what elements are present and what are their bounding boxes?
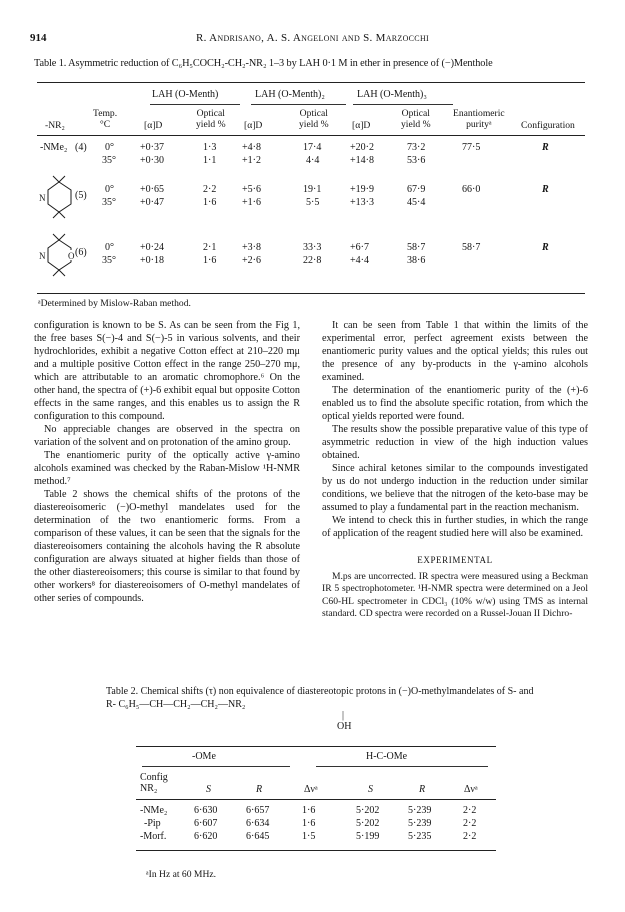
table1-row5-yield1-a: 2·2 bbox=[203, 184, 217, 195]
table1-col-yield2: Optical yield % bbox=[299, 108, 329, 130]
table1-group-underline-2 bbox=[251, 104, 346, 105]
left-paragraph-1: configuration is known to be S. As can be seen from the Fig 1, the free bases S(−)-4 and S(−)-5 in various solvents, and their hydrochlorides, exhibit a negative Cotton effect at 210–220 mμ and a multiple positive Cotton effect in the range 250–270 mμ, which are attributable to an aromatic chromophore.⁶ On the other hand, the spectra of (+)-6 exhibit equal but opposite Cotton effects in the same ranges, and this enables us to assign the R configuration to this compound. bbox=[34, 320, 300, 422]
table1-row6-yield2-a: 33·3 bbox=[303, 242, 322, 253]
formula-bond: | bbox=[342, 710, 345, 721]
body-left-column bbox=[34, 319, 300, 605]
table1 bbox=[37, 84, 585, 304]
table1-row5-rot3-b: +13·3 bbox=[350, 197, 374, 208]
table2-config-label: Config NR₂ bbox=[140, 772, 168, 794]
table1-row4-temp-35: 35° bbox=[102, 155, 116, 166]
table2-group-ome: -OMe bbox=[192, 751, 216, 762]
table2-top-rule bbox=[136, 746, 496, 747]
left-paragraph-4: Table 2 shows the chemical shifts of the protons of the diastereoisomeric (−)O-methyl mandelates used for the determination of the two enantiomeric forms. From a comparison of these values, it can be seen that the signals for the diastereoisomers containing the alcohols having the R absolute configuration are always situated at higher fields than those of the other diastereoisomers; this course is similar to that found by other workers⁸ for diastereoisomers of O-methyl mandelates of other series of compounds. bbox=[34, 489, 300, 604]
table2-bottom-rule bbox=[136, 850, 496, 851]
right-paragraph-3: The results show the possible preparative value of this type of asymmetric reduction in view of the high induction values obtained. bbox=[322, 424, 588, 461]
table1-row4-label: -NMe₂ bbox=[40, 142, 68, 153]
running-header bbox=[30, 32, 595, 48]
table1-row4-yield2-a: 17·4 bbox=[303, 142, 322, 153]
table1-row6-rot3-a: +6·7 bbox=[350, 242, 369, 253]
table2-row-morf-s2: 5·199 bbox=[356, 831, 380, 842]
table1-row6-rot3-b: +4·4 bbox=[350, 255, 369, 266]
table1-row6-temp-35: 35° bbox=[102, 255, 116, 266]
table1-row4-rot1-b: +0·30 bbox=[140, 155, 164, 166]
table1-row4-yield1-a: 1·3 bbox=[203, 142, 217, 153]
table2-group-underline-1 bbox=[142, 766, 290, 767]
table2-group-underline-2 bbox=[316, 766, 488, 767]
table1-row6-yield3-a: 58·7 bbox=[407, 242, 426, 253]
right-paragraph-1: It can be seen from Table 1 that within the limits of the experimental error, perfect agreement exists between the enantiomeric purity values and the optical yields; this rules out the presence of any by-products in the γ-amino alcohols examined. bbox=[322, 320, 588, 383]
table1-col-purity: Enantiomeric purityᵃ bbox=[453, 108, 505, 130]
table2-row-pip-dv1: 1·6 bbox=[302, 818, 316, 829]
table1-row5-yield1-b: 1·6 bbox=[203, 197, 217, 208]
table2-group-hcome: H-C-OMe bbox=[366, 751, 408, 762]
table2-row-morf-dv1: 1·5 bbox=[302, 831, 316, 842]
table1-row4-yield2-b: 4·4 bbox=[306, 155, 320, 166]
table2-col-r2: R bbox=[419, 784, 426, 795]
morpholine-structure-icon bbox=[39, 232, 77, 278]
table1-row6-rot2-b: +2·6 bbox=[242, 255, 261, 266]
table2-row-pip-r2: 5·239 bbox=[408, 818, 432, 829]
table1-row6-rot1-a: +0·24 bbox=[140, 242, 164, 253]
table1-row5-rot1-b: +0·47 bbox=[140, 197, 164, 208]
table1-row4-purity: 77·5 bbox=[462, 142, 481, 153]
table1-row4-yield3-b: 53·6 bbox=[407, 155, 426, 166]
table1-row6-yield1-b: 1·6 bbox=[203, 255, 217, 266]
table1-row4-rot3-a: +20·2 bbox=[350, 142, 374, 153]
table1-row4-config: R bbox=[542, 142, 549, 153]
table1-col-config: Configuration bbox=[521, 120, 575, 131]
table1-row5-rot2-a: +5·6 bbox=[242, 184, 261, 195]
table1-row6-purity: 58·7 bbox=[462, 242, 481, 253]
table1-row5-rot2-b: +1·6 bbox=[242, 197, 261, 208]
table2-row-morf-r2: 5·235 bbox=[408, 831, 432, 842]
left-paragraph-2: No appreciable changes are observed in the spectra on variation of the solvent and on protonation of the amino group. bbox=[34, 424, 300, 448]
table1-col-rot2: [α]D bbox=[244, 120, 263, 131]
table2-row-morf-dv2: 2·2 bbox=[463, 831, 477, 842]
table1-row6-yield1-a: 2·1 bbox=[203, 242, 217, 253]
table1-col-rot3: [α]D bbox=[352, 120, 371, 131]
table2-row-nme2-dv2: 2·2 bbox=[463, 805, 477, 816]
table1-row5-temp-35: 35° bbox=[102, 197, 116, 208]
table1-row5-rot1-a: +0·65 bbox=[140, 184, 164, 195]
page-authors: R. Andrisano, A. S. Angeloni and S. Marzocchi bbox=[196, 32, 429, 44]
table1-row5-yield3-b: 45·4 bbox=[407, 197, 426, 208]
table2-col-dv1: Δνᵃ bbox=[304, 784, 318, 795]
table1-row5-yield3-a: 67·9 bbox=[407, 184, 426, 195]
table1-col-nr2: -NR₂ bbox=[45, 120, 65, 131]
right-paragraph-2: The determination of the enantiomeric purity of the (+)-6 enabled us to find the absolute specific rotation, from which the optical yields reported were found. bbox=[322, 385, 588, 422]
table2-row-pip-r1: 6·634 bbox=[246, 818, 270, 829]
table2-row-nme2-s2: 5·202 bbox=[356, 805, 380, 816]
table1-row6-temp-0: 0° bbox=[105, 242, 114, 253]
table1-row4-rot2-a: +4·8 bbox=[242, 142, 261, 153]
table1-row5-yield2-a: 19·1 bbox=[303, 184, 322, 195]
table1-row5-rot3-a: +19·9 bbox=[350, 184, 374, 195]
formula-hydroxyl: OH bbox=[337, 721, 352, 732]
table1-col-temp: Temp. °C bbox=[93, 108, 118, 130]
table1-row4-rot3-b: +14·8 bbox=[350, 155, 374, 166]
table1-col-yield1: Optical yield % bbox=[196, 108, 226, 130]
svg-text:O: O bbox=[68, 251, 75, 261]
table1-row6-number: (6) bbox=[75, 247, 87, 258]
table2-col-s1: S bbox=[206, 784, 211, 795]
svg-text:N: N bbox=[39, 193, 46, 203]
experimental-heading: EXPERIMENTAL bbox=[417, 555, 493, 565]
table1-group-underline-1 bbox=[150, 104, 240, 105]
table1-col-rot1: [α]D bbox=[144, 120, 163, 131]
table1-row5-purity: 66·0 bbox=[462, 184, 481, 195]
experimental-paragraph: M.ps are uncorrected. IR spectra were measured using a Beckman IR 5 spectrophotometer. ¹H-NMR spectra were determined on a Jeol C60-HL spectrometer in CDCl₃ (10% w/w) using TMS as internal standard. CD spectra were recorded on a Russel-Jouan II Dichro- bbox=[322, 571, 588, 619]
table2-row-pip-dv2: 2·2 bbox=[463, 818, 477, 829]
table1-row5-temp-0: 0° bbox=[105, 184, 114, 195]
table1-row4-yield1-b: 1·1 bbox=[203, 155, 217, 166]
table1-row6-yield3-b: 38·6 bbox=[407, 255, 426, 266]
table2-row-pip-s1: 6·607 bbox=[194, 818, 218, 829]
table2-row-pip-label: -Pip bbox=[144, 818, 161, 829]
table2-col-s2: S bbox=[368, 784, 373, 795]
table2-row-nme2-r1: 6·657 bbox=[246, 805, 270, 816]
table1-row4-rot1-a: +0·37 bbox=[140, 142, 164, 153]
body-right-column bbox=[322, 319, 588, 620]
table2-header-rule bbox=[136, 799, 496, 800]
table2-row-morf-s1: 6·620 bbox=[194, 831, 218, 842]
piperidine-structure-icon bbox=[39, 174, 77, 220]
table2-col-r1: R bbox=[256, 784, 263, 795]
table1-row4-number: (4) bbox=[75, 142, 87, 153]
table1-row6-yield2-b: 22·8 bbox=[303, 255, 322, 266]
table2-row-morf-r1: 6·645 bbox=[246, 831, 270, 842]
table1-group-header-2: LAH (O-Menth)₂ bbox=[255, 89, 325, 100]
table1-row4-rot2-b: +1·2 bbox=[242, 155, 261, 166]
table1-top-rule bbox=[37, 82, 585, 83]
table2 bbox=[136, 746, 496, 866]
table2-row-nme2-dv1: 1·6 bbox=[302, 805, 316, 816]
table2-row-nme2-r2: 5·239 bbox=[408, 805, 432, 816]
table2-caption: Table 2. Chemical shifts (τ) non equivalence of diastereotopic protons in (−)O-methylmandelates of S- and R- C₆H₅—CH—CH₂—CH₂—NR₂ bbox=[106, 686, 534, 710]
svg-text:N: N bbox=[39, 251, 46, 261]
table2-row-nme2-label: -NMe₂ bbox=[140, 805, 168, 816]
table1-row5-yield2-b: 5·5 bbox=[306, 197, 320, 208]
table2-row-morf-label: -Morf. bbox=[140, 831, 167, 842]
left-paragraph-3: The enantiomeric purity of the optically active γ-amino alcohols examined was checked by the Raban-Mislow ¹H-NMR method.⁷ bbox=[34, 450, 300, 487]
table2-footnote: ᵃIn Hz at 60 MHz. bbox=[146, 869, 217, 880]
table1-row6-rot1-b: +0·18 bbox=[140, 255, 164, 266]
right-paragraph-4: Since achiral ketones similar to the compounds investigated by us do not undergo induction in the reduction under similar conditions, we believe that the nitrogen of the keto-base may be assumed to play a fundamental part in the reaction mechanism. bbox=[322, 463, 588, 513]
table1-group-header-3: LAH (O-Menth)₃ bbox=[357, 89, 427, 100]
table2-row-nme2-s1: 6·630 bbox=[194, 805, 218, 816]
table2-row-pip-s2: 5·202 bbox=[356, 818, 380, 829]
table1-row5-config: R bbox=[542, 184, 549, 195]
table1-col-yield3: Optical yield % bbox=[401, 108, 431, 130]
table1-row4-temp-0: 0° bbox=[105, 142, 114, 153]
table1-group-underline-3 bbox=[353, 104, 453, 105]
table1-footnote: ᵃDetermined by Mislow-Raban method. bbox=[38, 298, 191, 309]
table1-row6-rot2-a: +3·8 bbox=[242, 242, 261, 253]
page-number: 914 bbox=[30, 32, 47, 44]
table1-group-header-1: LAH (O-Menth) bbox=[152, 89, 219, 100]
table1-row6-config: R bbox=[542, 242, 549, 253]
table1-row4-yield3-a: 73·2 bbox=[407, 142, 426, 153]
table1-row5-number: (5) bbox=[75, 190, 87, 201]
right-paragraph-5: We intend to check this in further studies, in which the range of application of the reagent studied here will also be examined. bbox=[322, 515, 588, 539]
table2-col-dv2: Δνᵃ bbox=[464, 784, 478, 795]
table1-caption: Table 1. Asymmetric reduction of C₆H₅COCH₂-CH₂-NR₂ 1–3 by LAH 0·1 M in ether in presence of (−)Menthole bbox=[34, 58, 493, 69]
